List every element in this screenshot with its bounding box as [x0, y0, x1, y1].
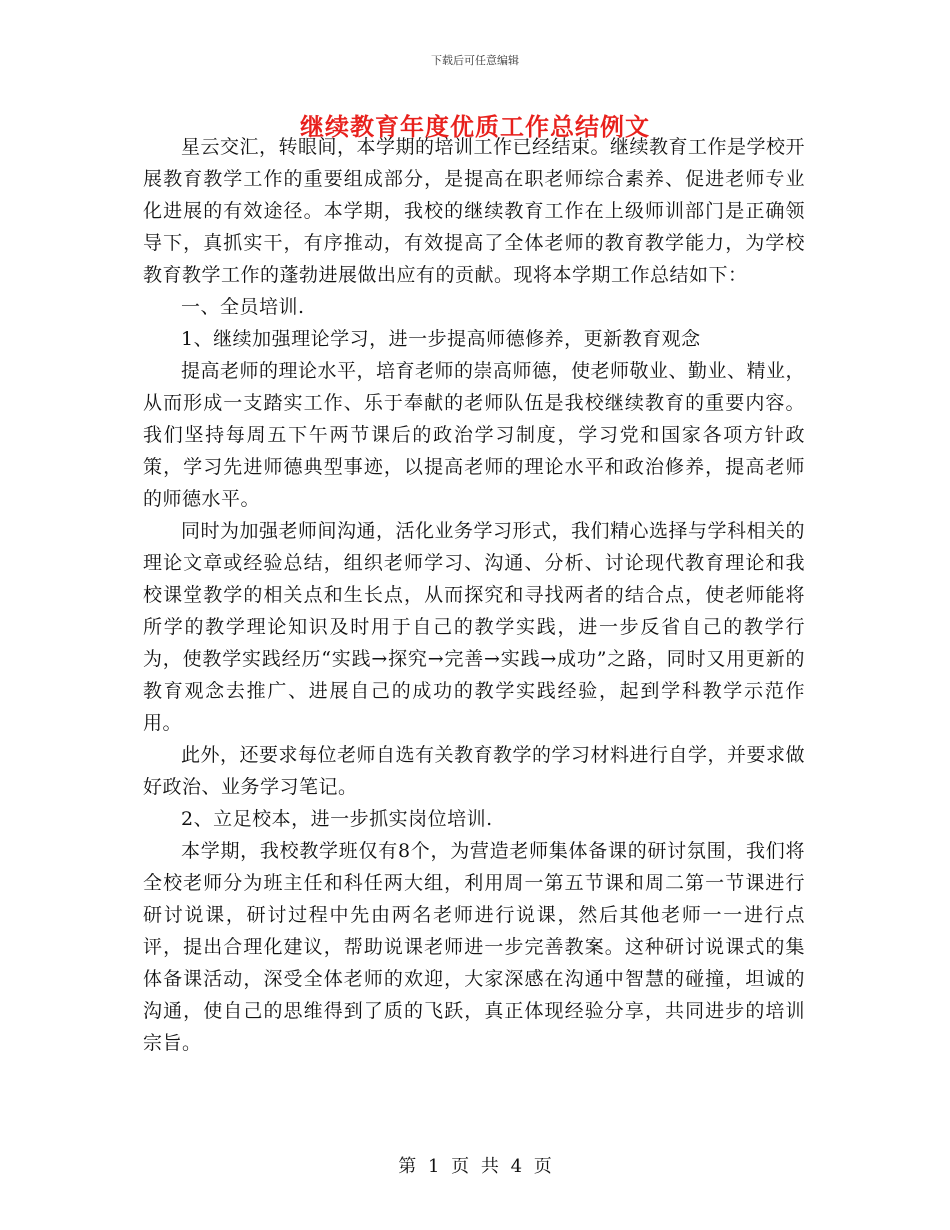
paragraph: 本学期，我校教学班仅有8个，为营造老师集体备课的研讨氛围，我们将全校老师分为班主任和科任两大组，利用周一第五节课和周二第一节课进行研讨说课，研讨过程中先由两名老师进行说课，然后其他老师一一进行点评，提出合理化建议，帮助说课老师进一步完善教案。这种研讨说课式的集体备课活动，深受全体老师的欢迎，大家深感在沟通中智慧的碰撞，坦诚的沟通，使自己的思维得到了质的飞跃，真正体现经验分享，共同进步的培训宗旨。 [143, 840, 805, 1054]
document-body [143, 131, 805, 1059]
subsection-heading: 2、立足校本，进一步抓实岗位培训. [181, 808, 493, 830]
header-note: 下载后可任意编辑 [431, 54, 519, 67]
paragraph: 此外，还要求每位老师自选有关教育教学的学习材料进行自学，并要求做好政治、业务学习笔记。 [143, 744, 806, 798]
page-footer: 第 1 页 共 4 页 [398, 1156, 552, 1177]
document-title: 继续教育年度优质工作总结例文 [300, 112, 650, 141]
paragraph: 同时为加强老师间沟通，活化业务学习形式，我们精心选择与学科相关的理论文章或经验总结，组织老师学习、沟通、分析、讨论现代教育理论和我校课堂教学的相关点和生长点，从而探究和寻找两者的结合点，使老师能将所学的教学理论知识及时用于自己的教学实践，进一步反省自己的教学行为，使教学实践经历“实践→探究→完善→实践→成功”之路，同时又用更新的教育观念去推广、进展自己的成功的教学实践经验，起到学科教学示范作用。 [143, 520, 806, 734]
paragraph: 星云交汇，转眼间，本学期的培训工作已经结束。继续教育工作是学校开展教育教学工作的重要组成部分，是提高在职老师综合素养、促进老师专业化进展的有效途径。本学期，我校的继续教育工作在上级师训部门是正确领导下，真抓实干，有序推动，有效提高了全体老师的教育教学能力，为学校教育教学工作的蓬勃进展做出应有的贡献。现将本学期工作总结如下： [143, 136, 806, 286]
subsection-heading: 1、继续加强理论学习，进一步提高师德修养，更新教育观念 [181, 328, 701, 350]
section-heading: 一、全员培训. [181, 296, 305, 318]
paragraph: 提高老师的理论水平，培育老师的崇高师德，使老师敬业、勤业、精业，从而形成一支踏实工作、乐于奉献的老师队伍是我校继续教育的重要内容。我们坚持每周五下午两节课后的政治学习制度，学习党和国家各项方针政策，学习先进师德典型事迹，以提高老师的理论水平和政治修养，提高老师的师德水平。 [143, 360, 806, 510]
